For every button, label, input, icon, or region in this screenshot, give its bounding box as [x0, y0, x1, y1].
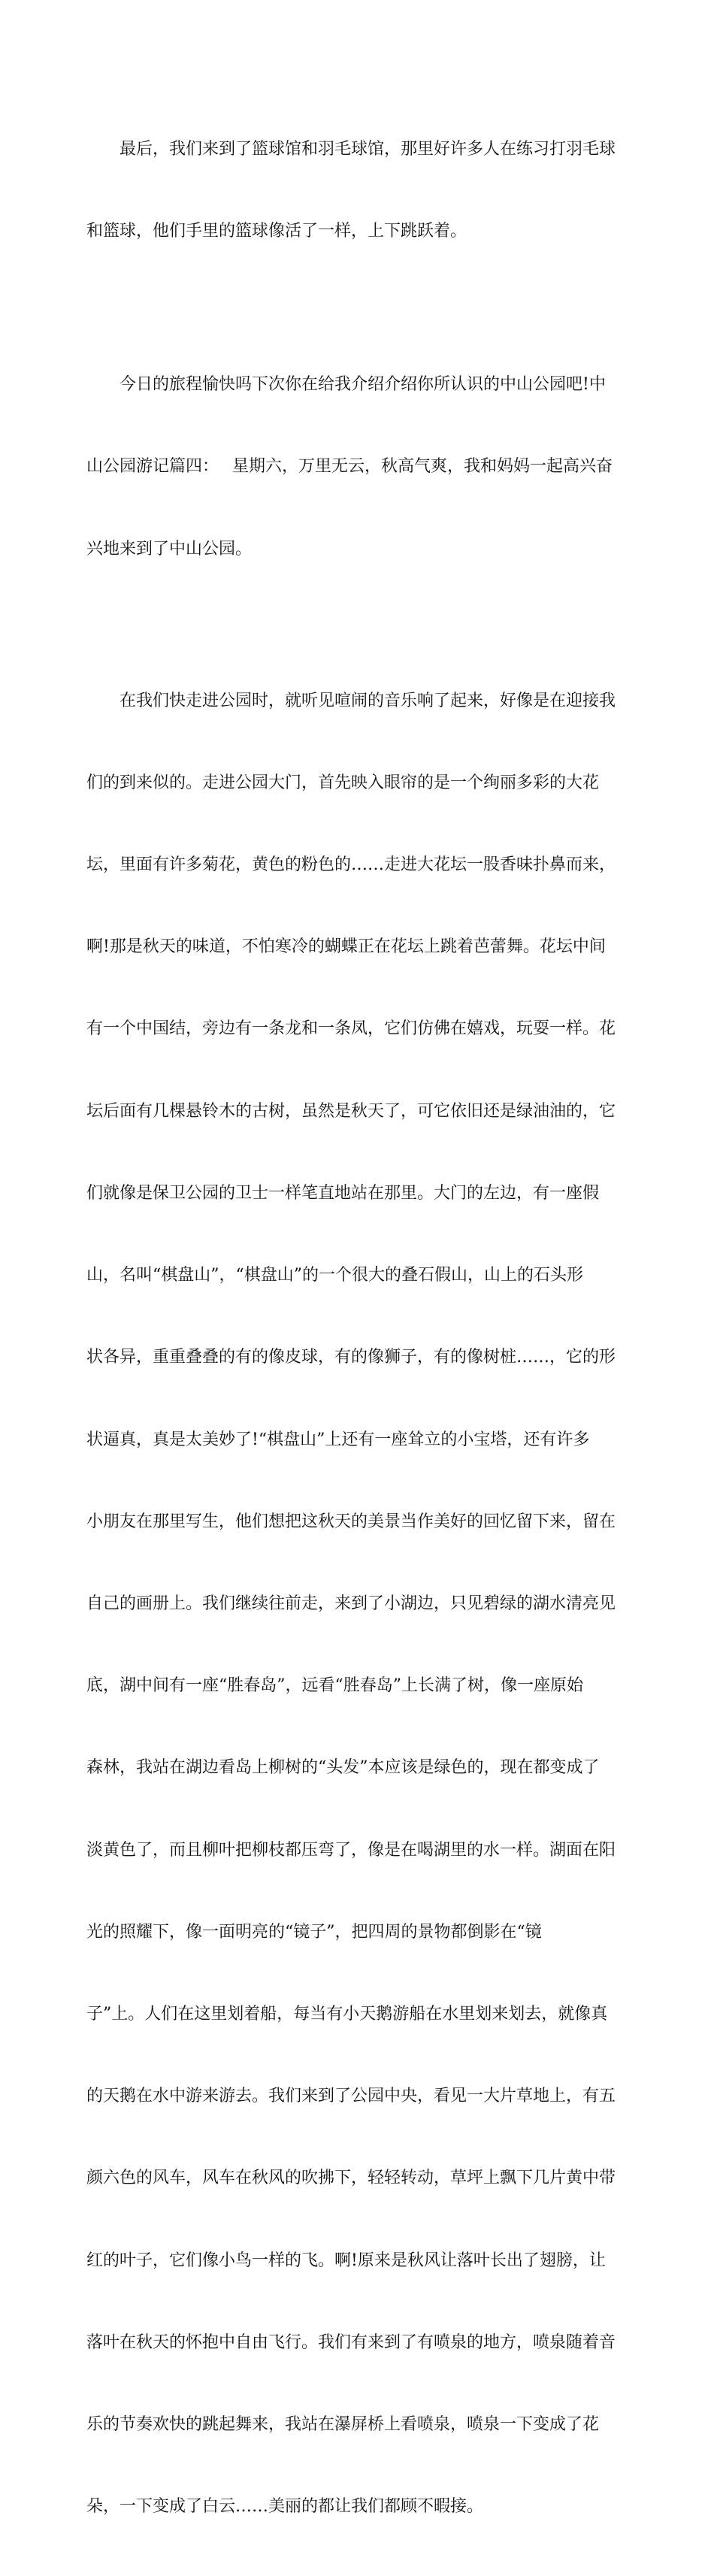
- text-line: 底，湖中间有一座“胜春岛”，远看“胜春岛”上长满了树，像一座原始: [86, 1676, 583, 1696]
- text-line: 状逼真，真是太美妙了!“棋盘山”上还有一座耸立的小宝塔，还有许多: [86, 1430, 590, 1449]
- text-line: 乐的节奏欢快的跳起舞来，我站在瀑屏桥上看喷泉，喷泉一下变成了花: [86, 2415, 600, 2435]
- text-line: 和篮球，他们手里的篮球像活了一样，上下跳跃着。: [86, 222, 467, 241]
- text-line: 山公园游记篇四： 星期六，万里无云，秋高气爽，我和妈妈一起高兴奋: [86, 457, 613, 477]
- text-line: 坛，里面有许多菊花，黄色的粉色的……走进大花坛一股香味扑鼻而来，: [86, 855, 616, 874]
- text-line: 子”上。人们在这里划着船，每当有小天鹅游船在水里划来划去，就像真: [86, 2005, 608, 2024]
- text-line: 今日的旅程愉快吗下次你在给我介绍介绍你所认识的中山公园吧!中: [86, 375, 606, 395]
- text-line: 们就像是保卫公园的卫士一样笔直地站在那里。大门的左边，有一座假: [86, 1183, 600, 1203]
- text-line: 啊!那是秋天的味道，不怕寒冷的蝴蝶正在花坛上跳着芭蕾舞。花坛中间: [86, 937, 606, 957]
- text-line: 颜六色的风车，风车在秋风的吹拂下，轻轻转动，草坪上飘下几片黄中带: [86, 2169, 616, 2188]
- text-line: 最后，我们来到了篮球馆和羽毛球馆，那里好许多人在练习打羽毛球: [86, 139, 616, 159]
- paragraph-3: [86, 633, 628, 2576]
- text-line: 状各异，重重叠叠的有的像皮球，有的像狮子，有的像树桩……，它的形: [86, 1348, 616, 1367]
- text-line: 有一个中国结，旁边有一条龙和一条凤，它们仿佛在嬉戏，玩耍一样。花: [86, 1019, 616, 1039]
- text-line: 光的照耀下，像一面明亮的“镜子”，把四周的景物都倒影在“镜: [86, 1922, 542, 1942]
- document-page: [86, 81, 628, 2576]
- text-line: 的天鹅在水中游来游去。我们来到了公园中央，看见一大片草地上，有五: [86, 2087, 616, 2106]
- paragraph-2: [86, 316, 628, 617]
- text-line: 森林，我站在湖边看岛上柳树的“头发”本应该是绿色的，现在都变成了: [86, 1758, 600, 1778]
- text-line: 兴地来到了中山公园。: [86, 539, 253, 558]
- text-line: 山，名叫“棋盘山”，“棋盘山”的一个很大的叠石假山，山上的石头形: [86, 1266, 583, 1285]
- text-line: 小朋友在那里写生，他们想把这秋天的美景当作美好的回忆留下来，留在: [86, 1512, 616, 1531]
- text-line: 淡黄色了，而且柳叶把柳枝都压弯了，像是在喝湖里的水一样。湖面在阳: [86, 1840, 616, 1860]
- text-line: 落叶在秋天的怀抱中自由飞行。我们有来到了有喷泉的地方，喷泉随着音: [86, 2332, 616, 2352]
- text-line: 们的到来似的。走进公园大门，首先映入眼帘的是一个绚丽多彩的大花: [86, 773, 600, 792]
- text-line: 自己的画册上。我们继续往前走，来到了小湖边，只见碧绿的湖水清亮见: [86, 1594, 616, 1613]
- text-line: 在我们快走进公园时，就听见喧闹的音乐响了起来，好像是在迎接我: [86, 691, 616, 710]
- text-line: 红的叶子，它们像小鸟一样的飞。啊!原来是秋风让落叶长出了翅膀，让: [86, 2251, 606, 2270]
- text-line: 朵，一下变成了白云……美丽的都让我们都顾不暇接。: [86, 2497, 484, 2517]
- paragraph-1: [86, 81, 628, 300]
- text-line: 坛后面有几棵悬铃木的古树，虽然是秋天了，可它依旧还是绿油油的，它: [86, 1101, 616, 1121]
